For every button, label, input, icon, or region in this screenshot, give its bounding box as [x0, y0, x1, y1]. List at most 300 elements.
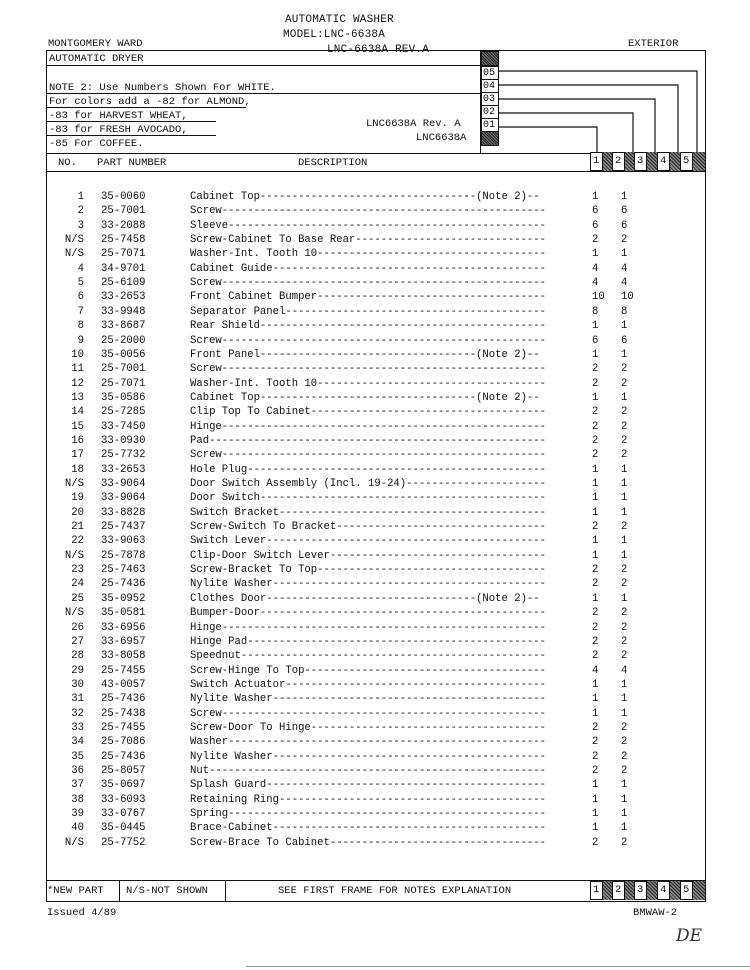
table-row — [0, 577, 750, 591]
part-no-cell: 22 — [71, 535, 84, 548]
qty-col1-cell: 2 — [592, 736, 599, 749]
qty-col2-cell: 1 — [621, 463, 628, 476]
qty-col2-cell: 1 — [621, 779, 628, 792]
part-number-cell: 25-7463 — [101, 564, 146, 577]
description-cell: Screw--------------------------------------------------- — [190, 205, 547, 218]
description-cell: Front Panel----------------------------------(Note 2)-- — [190, 348, 540, 361]
part-number-cell: 25-7285 — [101, 406, 146, 419]
table-row — [0, 348, 750, 362]
qty-col2-cell: 1 — [621, 808, 628, 821]
description-cell: Front Cabinet Bumper------------------------------------ — [190, 291, 547, 304]
part-no-cell: 9 — [77, 334, 84, 347]
table-row — [0, 247, 750, 261]
note-line: -83 for FRESH AVOCADO, — [49, 124, 188, 136]
qty-col2-cell: 4 — [621, 277, 628, 290]
part-number-cell: 25-7455 — [101, 664, 146, 677]
description-cell: Switch Lever-------------------------------------------- — [190, 535, 547, 548]
table-row — [0, 262, 750, 276]
qty-col2-cell: 6 — [621, 219, 628, 232]
qty-col1-cell: 1 — [592, 348, 599, 361]
part-number-cell: 33-9948 — [101, 305, 146, 318]
qty-col1-cell: 2 — [592, 377, 599, 390]
part-no-cell: 8 — [77, 320, 84, 333]
qty-col2-cell: 2 — [621, 635, 628, 648]
title-line-1: AUTOMATIC WASHER — [285, 14, 394, 26]
part-number-cell: 25-7001 — [101, 363, 146, 376]
qty-col2-cell: 2 — [621, 377, 628, 390]
part-no-cell: 37 — [71, 779, 84, 792]
part-no-cell: 18 — [71, 463, 84, 476]
part-no-cell: 35 — [71, 750, 84, 763]
qty-col1-cell: 6 — [592, 219, 599, 232]
model-col-5: 5 — [680, 152, 693, 171]
table-row — [0, 319, 750, 333]
model-rev-label: LNC6638A Rev. A — [366, 118, 461, 130]
qty-col1-cell: 8 — [592, 305, 599, 318]
qty-col1-cell: 2 — [592, 650, 599, 663]
qty-col1-cell: 6 — [592, 334, 599, 347]
part-number-cell: 33-0767 — [101, 808, 146, 821]
table-row — [0, 219, 750, 233]
part-number-cell: 33-2653 — [101, 291, 146, 304]
issued-date: Issued 4/89 — [47, 907, 117, 919]
table-row — [0, 334, 750, 348]
table-row — [0, 520, 750, 534]
qty-col1-cell: 1 — [592, 506, 599, 519]
note-line: -83 for HARVEST WHEAT, — [49, 110, 188, 122]
part-number-cell: 25-7436 — [101, 693, 146, 706]
table-row — [0, 463, 750, 477]
qty-col1-cell: 4 — [592, 262, 599, 275]
product-label: AUTOMATIC DRYER — [49, 53, 144, 65]
table-row — [0, 305, 750, 319]
part-number-cell: 35-0056 — [101, 348, 146, 361]
qty-col1-cell: 1 — [592, 320, 599, 333]
part-no-cell: 16 — [71, 434, 84, 447]
qty-col1-cell: 1 — [592, 191, 599, 203]
part-number-cell: 33-9064 — [101, 492, 146, 505]
part-no-cell: 36 — [71, 765, 84, 777]
qty-col2-cell: 1 — [621, 592, 628, 605]
description-cell: Cabinet Top----------------------------------(Note 2)-- — [190, 191, 540, 203]
qty-col1-cell: 1 — [592, 492, 599, 505]
part-no-cell: 32 — [71, 707, 84, 720]
table-row — [0, 362, 750, 376]
model-label: LNC6638A — [416, 132, 467, 144]
table-row — [0, 290, 750, 304]
part-no-cell: 1 — [77, 191, 84, 203]
qty-col2-cell: 2 — [621, 650, 628, 663]
qty-col1-cell: 1 — [592, 707, 599, 720]
part-no-cell: 14 — [71, 406, 84, 419]
description-cell: Spring-------------------------------------------------- — [190, 808, 547, 821]
part-no-cell: 3 — [77, 219, 84, 232]
note-line: -85 For COFFEE. — [49, 138, 144, 150]
qty-col2-cell: 1 — [621, 492, 628, 505]
revision-number: 05 — [481, 66, 499, 79]
part-number-cell: 25-7071 — [101, 377, 146, 390]
qty-col2-cell: 2 — [621, 449, 628, 462]
revision-number: 04 — [481, 79, 499, 92]
footer-model-col-1: 1 — [590, 881, 603, 900]
part-no-cell: 4 — [77, 262, 84, 275]
qty-col1-cell: 1 — [592, 391, 599, 404]
qty-col2-cell: 2 — [621, 521, 628, 534]
model-col-1: 1 — [590, 152, 603, 171]
qty-col2-cell: 1 — [621, 391, 628, 404]
description-cell: Screw-Hinge To Top-------------------------------------- — [190, 664, 547, 677]
description-cell: Hinge--------------------------------------------------- — [190, 621, 547, 634]
qty-col1-cell: 2 — [592, 635, 599, 648]
qty-col1-cell: 1 — [592, 779, 599, 792]
table-row — [0, 491, 750, 505]
qty-col1-cell: 1 — [592, 822, 599, 835]
table-row — [0, 606, 750, 620]
model-col-shade — [693, 152, 705, 171]
qty-col1-cell: 2 — [592, 721, 599, 734]
table-row — [0, 821, 750, 835]
description-cell: Screw-Switch To Bracket--------------------------------- — [190, 521, 547, 534]
qty-col1-cell: 2 — [592, 564, 599, 577]
part-number-cell: 34-9701 — [101, 262, 146, 275]
qty-col2-cell: 10 — [621, 291, 634, 304]
qty-col2-cell: 1 — [621, 822, 628, 835]
table-row — [0, 391, 750, 405]
qty-col1-cell: 1 — [592, 808, 599, 821]
part-no-cell: 5 — [77, 277, 84, 290]
description-cell: Screw--------------------------------------------------- — [190, 277, 547, 290]
note-line: For colors add a -82 for ALMOND, — [49, 96, 251, 108]
qty-col1-cell: 2 — [592, 406, 599, 419]
model-col-4: 4 — [657, 152, 670, 171]
model-col-shade — [625, 881, 634, 900]
model-col-shade — [603, 881, 612, 900]
part-number-cell: 35-0952 — [101, 592, 146, 605]
description-cell: Screw--------------------------------------------------- — [190, 363, 547, 376]
qty-col1-cell: 1 — [592, 678, 599, 691]
part-number-cell: 25-7001 — [101, 205, 146, 218]
description-cell: Sleeve-------------------------------------------------- — [190, 219, 547, 232]
part-number-cell: 35-0697 — [101, 779, 146, 792]
qty-col1-cell: 1 — [592, 478, 599, 490]
part-no-cell: 26 — [71, 621, 84, 634]
description-cell: Screw-Bracket To Top------------------------------------ — [190, 564, 547, 577]
footer-divider — [119, 880, 120, 902]
part-no-cell: 23 — [71, 564, 84, 577]
part-no-cell: N/S — [64, 234, 84, 247]
document-code: BMWAW-2 — [633, 907, 678, 919]
table-row — [0, 793, 750, 807]
table-row — [0, 549, 750, 563]
part-no-cell: 19 — [71, 492, 84, 505]
part-number-cell: 33-6957 — [101, 635, 146, 648]
part-no-cell: 38 — [71, 793, 84, 806]
part-no-cell: 20 — [71, 506, 84, 519]
qty-col2-cell: 4 — [621, 664, 628, 677]
part-no-cell: 15 — [71, 420, 84, 433]
qty-col1-cell: 2 — [592, 234, 599, 247]
table-row — [0, 735, 750, 749]
part-number-cell: 33-2088 — [101, 219, 146, 232]
description-cell: Separator Panel----------------------------------------- — [190, 305, 547, 318]
part-number-cell: 25-8057 — [101, 765, 146, 777]
description-cell: Rear Shield--------------------------------------------- — [190, 320, 547, 333]
part-number-cell: 25-7455 — [101, 721, 146, 734]
table-row — [0, 678, 750, 692]
part-no-cell: N/S — [64, 248, 84, 261]
qty-col2-cell: 1 — [621, 535, 628, 548]
description-cell: Bumper-Door--------------------------------------------- — [190, 607, 547, 620]
table-row — [0, 377, 750, 391]
part-number-cell: 33-8828 — [101, 506, 146, 519]
model-col-shade — [647, 152, 657, 171]
column-header-bottom — [46, 171, 706, 172]
qty-col1-cell: 2 — [592, 765, 599, 777]
description-cell: Brace-Cabinet------------------------------------------- — [190, 822, 547, 835]
description-cell: Screw--------------------------------------------------- — [190, 707, 547, 720]
table-row — [0, 420, 750, 434]
qty-col2-cell: 1 — [621, 506, 628, 519]
table-row — [0, 233, 750, 247]
part-no-cell: N/S — [64, 607, 84, 620]
qty-col2-cell: 2 — [621, 434, 628, 447]
table-row — [0, 592, 750, 606]
qty-col2-cell: 4 — [621, 262, 628, 275]
handwritten-initials: DE — [676, 926, 703, 946]
part-no-cell: 24 — [71, 578, 84, 591]
description-cell: Retaining Ring------------------------------------------ — [190, 793, 547, 806]
qty-col1-cell: 1 — [592, 463, 599, 476]
part-number-cell: 25-6109 — [101, 277, 146, 290]
col-header-part-number: PART NUMBER — [97, 157, 167, 169]
model-col-3: 3 — [634, 152, 647, 171]
description-cell: Nut----------------------------------------------------- — [190, 765, 547, 777]
revision-number: 02 — [481, 105, 499, 118]
qty-col1-cell: 2 — [592, 363, 599, 376]
qty-col1-cell: 2 — [592, 836, 599, 849]
part-number-cell: 25-7437 — [101, 521, 146, 534]
table-row — [0, 778, 750, 792]
description-cell: Hole Plug----------------------------------------------- — [190, 463, 547, 476]
table-row — [0, 506, 750, 520]
table-row — [0, 190, 750, 204]
part-no-cell: 30 — [71, 678, 84, 691]
section-label: EXTERIOR — [628, 38, 679, 50]
part-number-cell: 25-7752 — [101, 836, 146, 849]
part-number-cell: 35-0445 — [101, 822, 146, 835]
part-number-cell: 35-0060 — [101, 191, 146, 203]
new-part-legend: *NEW PART — [47, 885, 104, 897]
part-number-cell: 33-8687 — [101, 320, 146, 333]
part-number-cell: 33-8058 — [101, 650, 146, 663]
part-no-cell: 34 — [71, 736, 84, 749]
part-number-cell: 43-0057 — [101, 678, 146, 691]
revision-number: 01 — [481, 118, 499, 131]
description-cell: Screw-Brace To Cabinet---------------------------------- — [190, 836, 547, 849]
qty-col1-cell: 2 — [592, 578, 599, 591]
table-row — [0, 707, 750, 721]
part-no-cell: 12 — [71, 377, 84, 390]
title-line-2: MODEL:LNC-6638A — [283, 29, 386, 41]
qty-col2-cell: 6 — [621, 205, 628, 218]
qty-col2-cell: 2 — [621, 564, 628, 577]
description-cell: Screw--------------------------------------------------- — [190, 334, 547, 347]
description-cell: Nylite Washer------------------------------------------- — [190, 693, 547, 706]
part-no-cell: 2 — [77, 205, 84, 218]
part-no-cell: 29 — [71, 664, 84, 677]
qty-col2-cell: 1 — [621, 693, 628, 706]
table-row — [0, 721, 750, 735]
description-cell: Clothes Door---------------------------------(Note 2)-- — [190, 592, 540, 605]
description-cell: Cabinet Top----------------------------------(Note 2)-- — [190, 391, 540, 404]
footer-model-col-3: 3 — [634, 881, 647, 900]
part-no-cell: 39 — [71, 808, 84, 821]
qty-col1-cell: 2 — [592, 521, 599, 534]
part-no-cell: 6 — [77, 291, 84, 304]
description-cell: Speednut------------------------------------------------ — [190, 650, 547, 663]
footer-model-col-5: 5 — [680, 881, 693, 900]
qty-col2-cell: 2 — [621, 765, 628, 777]
notes-explanation: SEE FIRST FRAME FOR NOTES EXPLANATION — [278, 885, 512, 897]
qty-col2-cell: 2 — [621, 420, 628, 433]
description-cell: Nylite Washer------------------------------------------- — [190, 750, 547, 763]
brand-label: MONTGOMERY WARD — [48, 38, 143, 50]
part-number-cell: 25-7458 — [101, 234, 146, 247]
qty-col2-cell: 2 — [621, 578, 628, 591]
table-row — [0, 534, 750, 548]
model-col-shade — [603, 152, 612, 171]
qty-col2-cell: 6 — [621, 334, 628, 347]
part-no-cell: N/S — [64, 836, 84, 849]
table-row — [0, 563, 750, 577]
part-number-cell: 35-0581 — [101, 607, 146, 620]
description-cell: Splash Guard-------------------------------------------- — [190, 779, 547, 792]
part-number-cell: 33-6956 — [101, 621, 146, 634]
part-no-cell: 11 — [71, 363, 84, 376]
description-cell: Door Switch--------------------------------------------- — [190, 492, 547, 505]
part-number-cell: 25-7436 — [101, 578, 146, 591]
qty-col1-cell: 4 — [592, 277, 599, 290]
qty-col1-cell: 1 — [592, 549, 599, 562]
col-header-no: NO. — [58, 157, 77, 169]
description-cell: Nylite Washer------------------------------------------- — [190, 578, 547, 591]
qty-col1-cell: 6 — [592, 205, 599, 218]
table-row — [0, 204, 750, 218]
qty-col2-cell: 2 — [621, 721, 628, 734]
qty-col1-cell: 2 — [592, 420, 599, 433]
part-no-cell: 10 — [71, 348, 84, 361]
qty-col2-cell: 2 — [621, 607, 628, 620]
description-cell: Clip-Door Switch Lever---------------------------------- — [190, 549, 547, 562]
qty-col2-cell: 1 — [621, 248, 628, 261]
part-number-cell: 33-0930 — [101, 434, 146, 447]
part-no-cell: 17 — [71, 449, 84, 462]
part-number-cell: 25-7436 — [101, 750, 146, 763]
description-cell: Door Switch Assembly (Incl. 19-24)---------------------- — [190, 478, 547, 490]
description-cell: Screw--------------------------------------------------- — [190, 449, 547, 462]
qty-col1-cell: 2 — [592, 449, 599, 462]
part-number-cell: 25-2000 — [101, 334, 146, 347]
table-row — [0, 836, 750, 850]
qty-col2-cell: 2 — [621, 234, 628, 247]
qty-col1-cell: 10 — [592, 291, 605, 304]
qty-col1-cell: 1 — [592, 693, 599, 706]
part-no-cell: N/S — [64, 478, 84, 490]
qty-col2-cell: 2 — [621, 406, 628, 419]
qty-col2-cell: 2 — [621, 750, 628, 763]
part-no-cell: 28 — [71, 650, 84, 663]
part-number-cell: 25-7878 — [101, 549, 146, 562]
qty-col2-cell: 1 — [621, 478, 628, 490]
qty-col1-cell: 2 — [592, 434, 599, 447]
table-row — [0, 448, 750, 462]
description-cell: Screw-Door To Hinge------------------------------------- — [190, 721, 547, 734]
footer-model-col-2: 2 — [612, 881, 625, 900]
qty-col1-cell: 1 — [592, 592, 599, 605]
part-number-cell: 35-0586 — [101, 391, 146, 404]
table-row — [0, 764, 750, 778]
table-row — [0, 750, 750, 764]
part-number-cell: 33-9063 — [101, 535, 146, 548]
footer-divider — [225, 880, 226, 902]
qty-col2-cell: 8 — [621, 305, 628, 318]
table-row — [0, 635, 750, 649]
description-cell: Clip Top To Cabinet------------------------------------- — [190, 406, 547, 419]
part-no-cell: 7 — [77, 305, 84, 318]
description-cell: Pad----------------------------------------------------- — [190, 434, 547, 447]
part-number-cell: 25-7438 — [101, 707, 146, 720]
part-number-cell: 33-9064 — [101, 478, 146, 490]
qty-col1-cell: 1 — [592, 535, 599, 548]
model-col-shade — [647, 881, 657, 900]
part-no-cell: 27 — [71, 635, 84, 648]
part-no-cell: 25 — [71, 592, 84, 605]
table-row — [0, 621, 750, 635]
table-row — [0, 649, 750, 663]
part-no-cell: 31 — [71, 693, 84, 706]
qty-col2-cell: 2 — [621, 736, 628, 749]
qty-col2-cell: 2 — [621, 621, 628, 634]
model-col-shade — [693, 881, 705, 900]
description-cell: Switch Actuator----------------------------------------- — [190, 678, 547, 691]
description-cell: Washer-Int. Tooth 10------------------------------------ — [190, 248, 547, 261]
qty-col1-cell: 2 — [592, 607, 599, 620]
qty-col2-cell: 1 — [621, 707, 628, 720]
model-col-shade — [625, 152, 634, 171]
revision-number: 03 — [481, 92, 499, 105]
part-number-cell: 25-7732 — [101, 449, 146, 462]
footer-model-col-4: 4 — [657, 881, 670, 900]
qty-col2-cell: 2 — [621, 363, 628, 376]
model-col-shade — [670, 152, 680, 171]
description-cell: Switch Bracket------------------------------------------ — [190, 506, 547, 519]
qty-col2-cell: 1 — [621, 348, 628, 361]
model-col-shade — [670, 881, 680, 900]
part-number-cell: 33-6093 — [101, 793, 146, 806]
part-no-cell: 33 — [71, 721, 84, 734]
part-number-cell: 33-2653 — [101, 463, 146, 476]
note-line: NOTE 2: Use Numbers Shown For WHITE. — [49, 82, 276, 94]
qty-col2-cell: 1 — [621, 793, 628, 806]
table-row — [0, 434, 750, 448]
qty-col1-cell: 2 — [592, 750, 599, 763]
qty-col1-cell: 2 — [592, 621, 599, 634]
qty-col1-cell: 1 — [592, 793, 599, 806]
part-no-cell: 40 — [71, 822, 84, 835]
part-no-cell: N/S — [64, 549, 84, 562]
description-cell: Washer-Int. Tooth 10------------------------------------ — [190, 377, 547, 390]
table-row — [0, 405, 750, 419]
